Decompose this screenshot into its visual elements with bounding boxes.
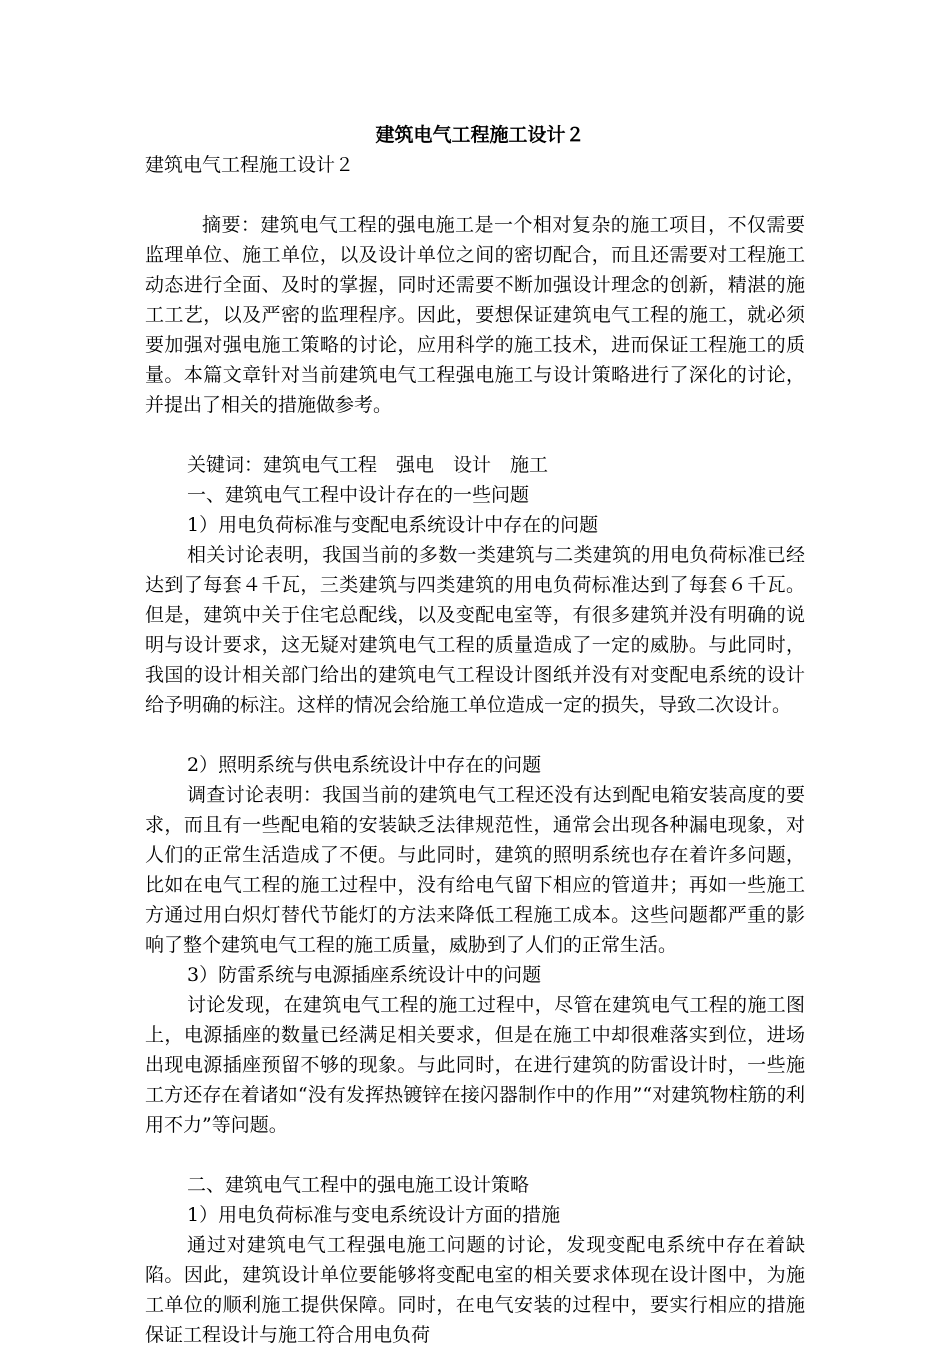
abstract-paragraph: 摘要：建筑电气工程的强电施工是一个相对复杂的施工项目，不仅需要监理单位、施工单位，以及设计单位之间的密切配合，而且还需要对工程施工动态进行全面、及时的掌握，同时还需要不断加强设计理念的创新，精湛的施工工艺，以及严密的监理程序。因此，要想保证建筑电气工程的施工，就必须要加强对强电施工策略的讨论，应用科学的施工技术，进而保证工程施工的质量。本篇文章针对当前建筑电气工程强电施工与设计策略进行了深化的讨论，并提出了相关的措施做参考。 <box>145 214 805 416</box>
blank-line <box>145 1140 805 1170</box>
blank-line <box>145 180 805 210</box>
section-heading: 一、建筑电气工程中设计存在的一些问题 <box>187 484 530 506</box>
keywords-line: 关键词：建筑电气工程 强电 设计 施工 <box>187 454 549 476</box>
document-page <box>145 120 805 1350</box>
document-subtitle: 建筑电气工程施工设计２ <box>145 154 355 176</box>
subsection-heading: 1）用电负荷标准与变电系统设计方面的措施 <box>187 1204 561 1226</box>
body-paragraph: 通过对建筑电气工程强电施工问题的讨论，发现变配电系统中存在着缺陷。因此，建筑设计单位要能够将变配电室的相关要求体现在设计图中，为施工单位的顺利施工提供保障。同时，在电气安装的过程中，要实行相应的措施保证工程设计与施工符合用电负荷 <box>145 1234 805 1346</box>
subsection-heading: 3）防雷系统与电源插座系统设计中的问题 <box>187 964 542 986</box>
document-title: 建筑电气工程施工设计２ <box>375 124 585 146</box>
blank-line <box>145 720 805 750</box>
body-paragraph: 调查讨论表明：我国当前的建筑电气工程还没有达到配电箱安装高度的要求，而且有一些配电箱的安装缺乏法律规范性，通常会出现各种漏电现象，对人们的正常生活造成了不便。与此同时，建筑的照明系统也存在着许多问题，比如在电气工程的施工过程中，没有给电气留下相应的管道井；再如一些施工方通过用白炽灯替代节能灯的方法来降低工程施工成本。这些问题都严重的影响了整个建筑电气工程的施工质量，威胁到了人们的正常生活。 <box>145 784 805 956</box>
subsection-heading: 2）照明系统与供电系统设计中存在的问题 <box>187 754 542 776</box>
section-heading: 二、建筑电气工程中的强电施工设计策略 <box>187 1174 530 1196</box>
subsection-heading: 1）用电负荷标准与变配电系统设计中存在的问题 <box>187 514 599 536</box>
blank-line <box>145 420 805 450</box>
body-paragraph: 讨论发现，在建筑电气工程的施工过程中，尽管在建筑电气工程的施工图上，电源插座的数量已经满足相关要求，但是在施工中却很难落实到位，进场出现电源插座预留不够的现象。与此同时，在进行建筑的防雷设计时，一些施工方还存在着诸如“没有发挥热镀锌在接闪器制作中的作用”“对建筑物柱筋的利用不力”等问题。 <box>145 994 805 1136</box>
body-paragraph: 相关讨论表明，我国当前的多数一类建筑与二类建筑的用电负荷标准已经达到了每套４千瓦，三类建筑与四类建筑的用电负荷标准达到了每套６千瓦。但是，建筑中关于住宅总配线，以及变配电室等，有很多建筑并没有明确的说明与设计要求，这无疑对建筑电气工程的质量造成了一定的威胁。与此同时，我国的设计相关部门给出的建筑电气工程设计图纸并没有对变配电系统的设计给予明确的标注。这样的情况会给施工单位造成一定的损失，导致二次设计。 <box>145 544 805 716</box>
